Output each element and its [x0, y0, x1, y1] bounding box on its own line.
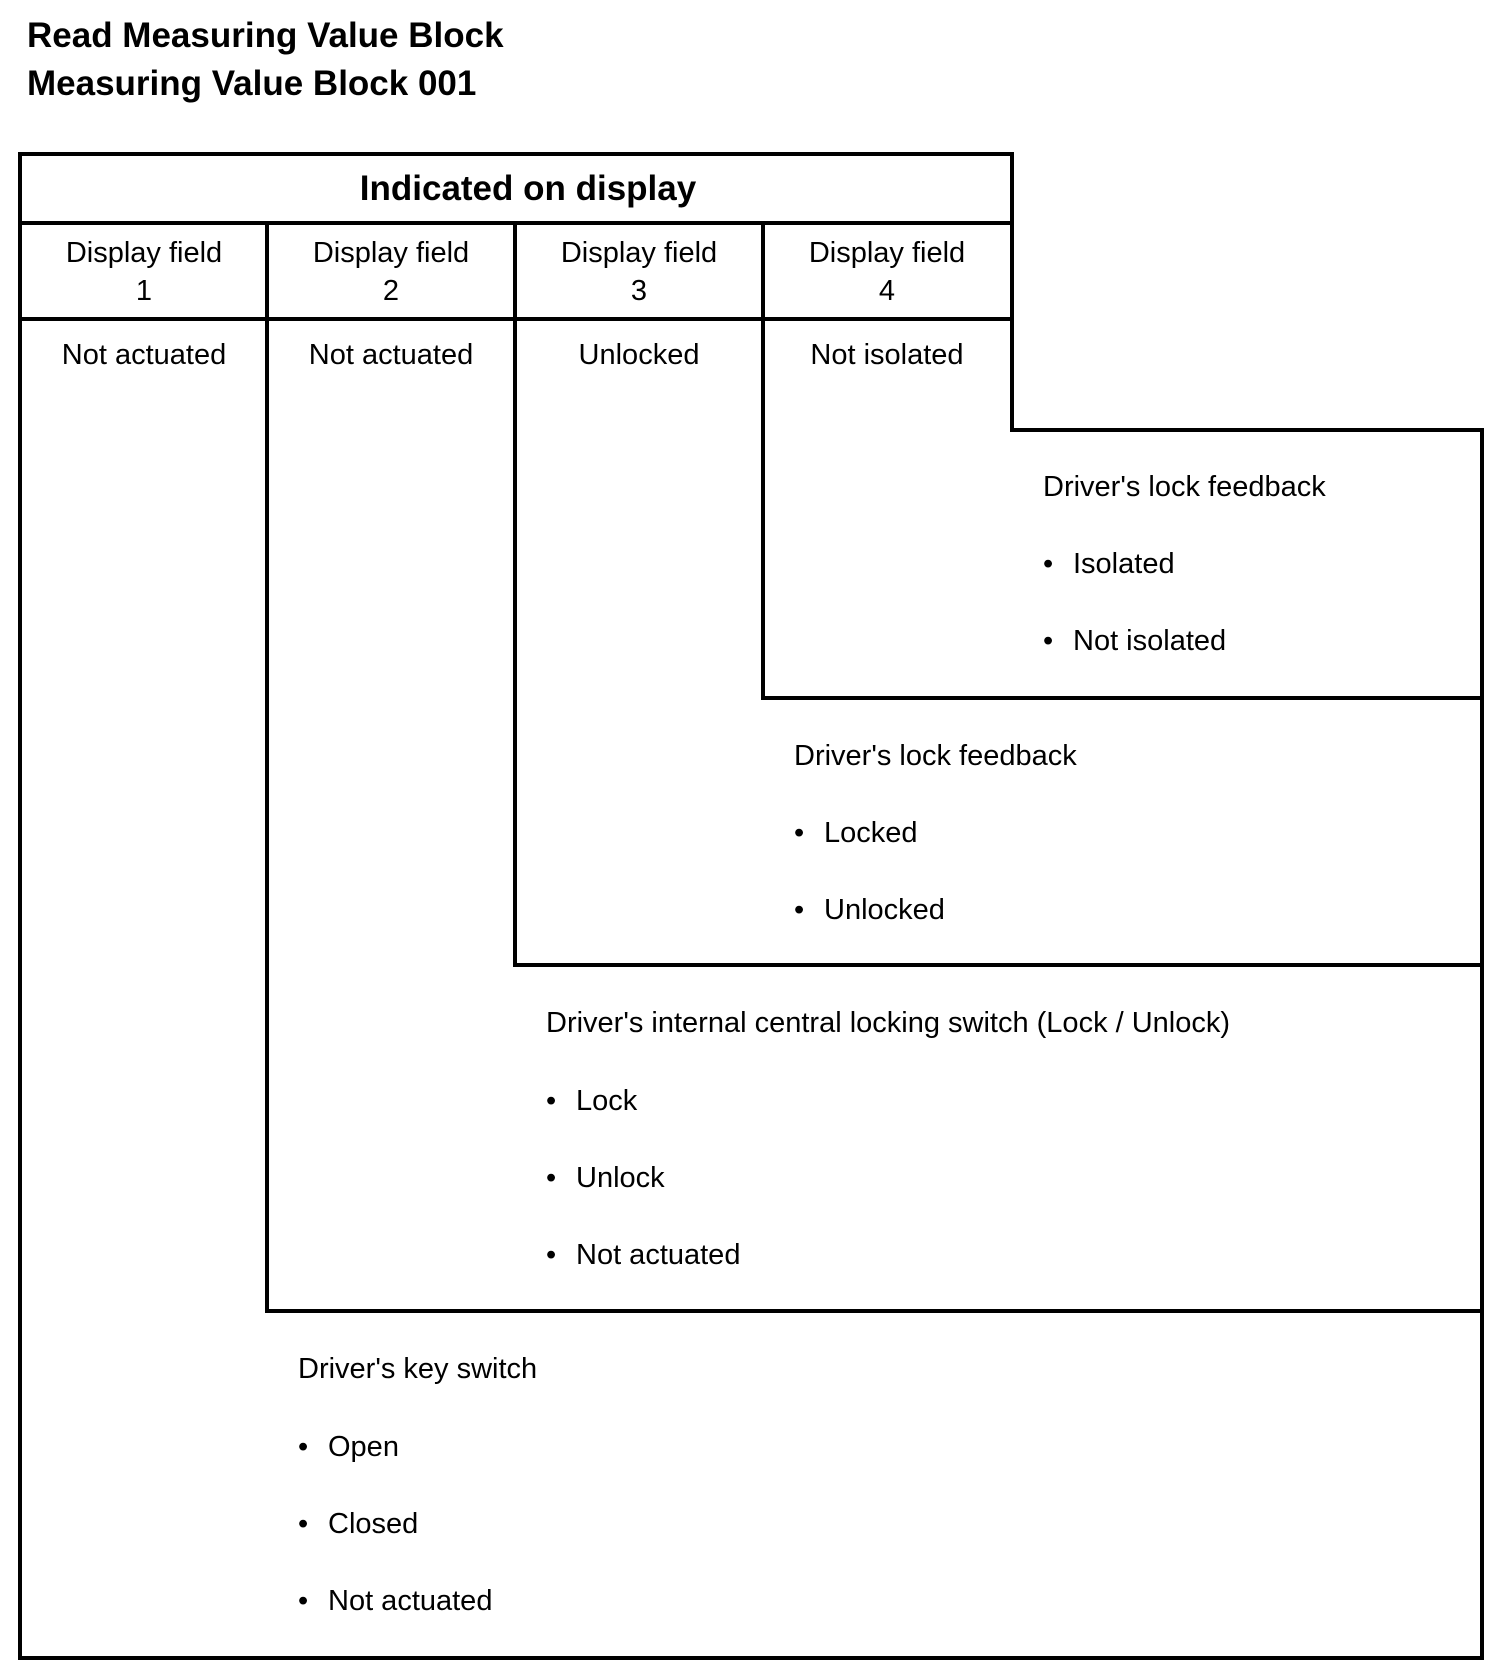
display-field-2-number: 2	[382, 275, 400, 307]
display-field-4-value: Not isolated	[810, 339, 964, 371]
display-field-4-header	[763, 234, 1011, 310]
field4-description-title: Driver's lock feedback	[1043, 471, 1326, 503]
bullet-icon: •	[546, 1085, 557, 1117]
field4-option	[1043, 550, 1175, 579]
page-title: Read Measuring Value Block	[27, 16, 504, 55]
field2-option-label: Unlock	[576, 1162, 665, 1194]
bullet-icon: •	[546, 1239, 557, 1271]
field2-option	[546, 1241, 740, 1270]
display-field-3-value: Unlocked	[578, 339, 700, 371]
field1-option-label: Open	[328, 1431, 399, 1463]
field2-option-label: Not actuated	[576, 1239, 741, 1271]
field1-option-label: Not actuated	[328, 1585, 493, 1617]
display-field-1-value: Not actuated	[61, 339, 227, 371]
display-field-4-number: 4	[878, 275, 896, 307]
field1-option	[298, 1433, 399, 1462]
display-field-2-header	[267, 234, 515, 310]
display-field-1-label: Display field	[65, 237, 223, 269]
field3-option-label: Unlocked	[824, 894, 945, 926]
bullet-icon: •	[794, 817, 805, 849]
display-field-3-header	[515, 234, 763, 310]
field4-option	[1043, 627, 1226, 656]
bullet-icon: •	[298, 1585, 309, 1617]
display-field-3-number: 3	[630, 275, 648, 307]
bullet-icon: •	[298, 1431, 309, 1463]
field2-option	[546, 1087, 637, 1116]
field3-option	[794, 896, 945, 925]
field3-description-title: Driver's lock feedback	[794, 740, 1077, 772]
field3-option	[794, 819, 918, 848]
display-field-1-header	[20, 234, 268, 310]
bullet-icon: •	[546, 1162, 557, 1194]
display-field-2-value: Not actuated	[308, 339, 474, 371]
field1-option	[298, 1587, 492, 1616]
bullet-icon: •	[794, 894, 805, 926]
outer-frame-line	[20, 154, 1482, 1658]
display-field-4-label: Display field	[808, 237, 966, 269]
bullet-icon: •	[1043, 548, 1054, 580]
bullet-icon: •	[1043, 625, 1054, 657]
field1-option	[298, 1510, 418, 1539]
field1-description-title: Driver's key switch	[298, 1353, 538, 1385]
field2-option-label: Lock	[576, 1085, 638, 1117]
display-field-2-label: Display field	[312, 237, 470, 269]
field2-option	[546, 1164, 665, 1193]
display-field-1-number: 1	[135, 275, 153, 307]
field4-option-label: Isolated	[1073, 548, 1175, 580]
bullet-icon: •	[298, 1508, 309, 1540]
field2-description-title: Driver's internal central locking switch (Lock / Unlock)	[546, 1007, 1231, 1039]
field1-option-label: Closed	[328, 1508, 419, 1540]
page-subtitle: Measuring Value Block 001	[27, 64, 477, 103]
table-header: Indicated on display	[359, 169, 697, 208]
field3-option-label: Locked	[824, 817, 918, 849]
field4-option-label: Not isolated	[1073, 625, 1227, 657]
display-field-3-label: Display field	[560, 237, 718, 269]
